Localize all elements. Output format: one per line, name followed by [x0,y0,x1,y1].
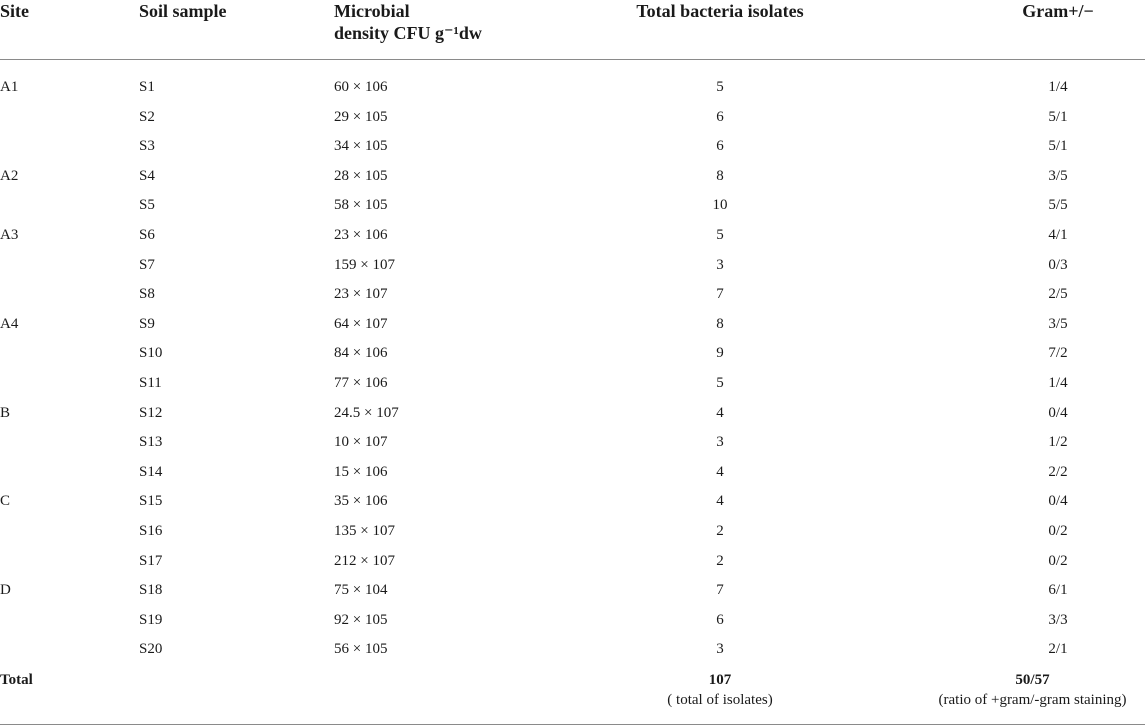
header-gram: Gram+/− [1022,1,1094,21]
cell-microbial-density: 10 × 107 [334,434,388,451]
cell-microbial-density: 84 × 106 [334,345,388,362]
table-row [0,251,1145,281]
cell-total-isolates: 5 [716,374,724,391]
totals-isolates [622,670,818,710]
cell-gram: 0/4 [1048,404,1068,421]
header-total-isolates: Total bacteria isolates [636,1,804,21]
totals-label: Total [0,672,33,688]
cell-soil-sample: S13 [139,434,163,451]
cell-gram: 1/2 [1048,434,1068,451]
cell-total-isolates: 7 [716,286,724,303]
cell-total-isolates: 2 [716,522,724,539]
cell-gram: 5/5 [1048,197,1068,214]
cell-soil-sample: S12 [139,404,163,421]
cell-total-isolates: 4 [716,404,724,421]
cell-gram: 7/2 [1048,345,1068,362]
cell-gram: 1/4 [1048,79,1068,95]
cell-soil-sample: S4 [139,167,155,184]
cell-total-isolates: 5 [716,79,724,95]
header-divider [0,59,1145,60]
cell-gram: 5/1 [1048,138,1068,155]
cell-microbial-density: 64 × 107 [334,315,388,332]
cell-microbial-density: 92 × 105 [334,611,388,628]
cell-gram: 3/5 [1048,167,1068,184]
totals-gram-note: (ratio of +gram/-gram staining) [938,692,1127,708]
cell-microbial-density: 212 × 107 [334,552,395,569]
cell-microbial-density: 77 × 106 [334,374,388,391]
cell-site: A3 [0,226,19,243]
table-row [0,339,1145,369]
cell-microbial-density: 35 × 106 [334,493,388,510]
cell-microbial-density: 135 × 107 [334,522,395,539]
cell-gram: 3/3 [1048,611,1068,628]
totals-row [0,670,1145,720]
cell-total-isolates: 7 [716,582,724,599]
cell-microbial-density: 28 × 105 [334,167,388,184]
cell-soil-sample: S9 [139,315,155,332]
cell-microbial-density: 159 × 107 [334,256,395,273]
table-row [0,428,1145,458]
cell-total-isolates: 9 [716,345,724,362]
totals-isolates-note: ( total of isolates) [667,692,773,708]
cell-soil-sample: S17 [139,552,163,569]
cell-soil-sample: S19 [139,611,163,628]
cell-gram: 1/4 [1048,374,1068,391]
totals-gram-value: 50/57 [1015,672,1050,688]
cell-soil-sample: S6 [139,226,155,243]
cell-total-isolates: 3 [716,256,724,273]
table-row [0,517,1145,547]
cell-total-isolates: 6 [716,108,724,125]
cell-gram: 6/1 [1048,582,1068,599]
totals-gram [920,670,1145,710]
cell-gram: 4/1 [1048,226,1068,243]
cell-total-isolates: 6 [716,138,724,155]
cell-site: A2 [0,167,19,184]
header-microbial-density [334,0,482,44]
table-row [0,487,1145,517]
cell-soil-sample: S7 [139,256,155,273]
cell-microbial-density: 15 × 106 [334,463,388,480]
table-row [0,547,1145,577]
cell-gram: 2/5 [1048,286,1068,303]
cell-soil-sample: S11 [139,374,162,391]
cell-total-isolates: 3 [716,641,724,658]
table-row [0,576,1145,606]
header-site: Site [0,1,29,21]
cell-gram: 0/2 [1048,522,1068,539]
cell-gram: 0/4 [1048,493,1068,510]
cell-gram: 2/2 [1048,463,1068,480]
cell-soil-sample: S1 [139,79,155,95]
cell-microbial-density: 23 × 107 [334,286,388,303]
cell-soil-sample: S5 [139,197,155,214]
cell-gram: 0/3 [1048,256,1068,273]
table-row [0,458,1145,488]
table-header [0,0,1145,56]
cell-microbial-density: 56 × 105 [334,641,388,658]
cell-microbial-density: 60 × 106 [334,79,388,95]
header-soil-sample: Soil sample [139,1,227,21]
cell-site: A1 [0,79,19,95]
cell-soil-sample: S14 [139,463,163,480]
cell-microbial-density: 29 × 105 [334,108,388,125]
header-microbial-line1: Microbial [334,1,410,21]
cell-site: B [0,404,11,421]
cell-soil-sample: S3 [139,138,155,155]
cell-total-isolates: 8 [716,315,724,332]
table-row [0,635,1145,665]
cell-soil-sample: S18 [139,582,163,599]
cell-microbial-density: 34 × 105 [334,138,388,155]
cell-total-isolates: 8 [716,167,724,184]
cell-soil-sample: S8 [139,286,155,303]
table-row [0,103,1145,133]
cell-soil-sample: S15 [139,493,163,510]
totals-isolates-value: 107 [708,672,732,688]
cell-total-isolates: 5 [716,226,724,243]
cell-microbial-density: 58 × 105 [334,197,388,214]
cell-site: D [0,582,11,599]
cell-soil-sample: S16 [139,522,163,539]
table-row [0,221,1145,251]
cell-gram: 5/1 [1048,108,1068,125]
cell-microbial-density: 24.5 × 107 [334,404,399,421]
table-bottom-rule [0,724,1145,725]
table-row [0,191,1145,221]
cell-soil-sample: S10 [139,345,163,362]
cell-soil-sample: S2 [139,108,155,125]
table-row [0,606,1145,636]
cell-microbial-density: 23 × 106 [334,226,388,243]
table-row [0,369,1145,399]
cell-total-isolates: 4 [716,463,724,480]
cell-total-isolates: 2 [716,552,724,569]
cell-total-isolates: 3 [716,434,724,451]
table-body [0,73,1145,665]
cell-soil-sample: S20 [139,641,163,658]
cell-site: A4 [0,315,19,332]
cell-gram: 0/2 [1048,552,1068,569]
table-row [0,132,1145,162]
cell-total-isolates: 6 [716,611,724,628]
cell-total-isolates: 4 [716,493,724,510]
cell-gram: 2/1 [1048,641,1068,658]
cell-total-isolates: 10 [712,197,728,214]
table-row [0,399,1145,429]
header-microbial-line2: density CFU g⁻¹dw [334,23,482,43]
table-row [0,162,1145,192]
table-row [0,73,1145,103]
cell-gram: 3/5 [1048,315,1068,332]
table-row [0,280,1145,310]
cell-site: C [0,493,11,510]
table-row [0,310,1145,340]
cell-microbial-density: 75 × 104 [334,582,388,599]
